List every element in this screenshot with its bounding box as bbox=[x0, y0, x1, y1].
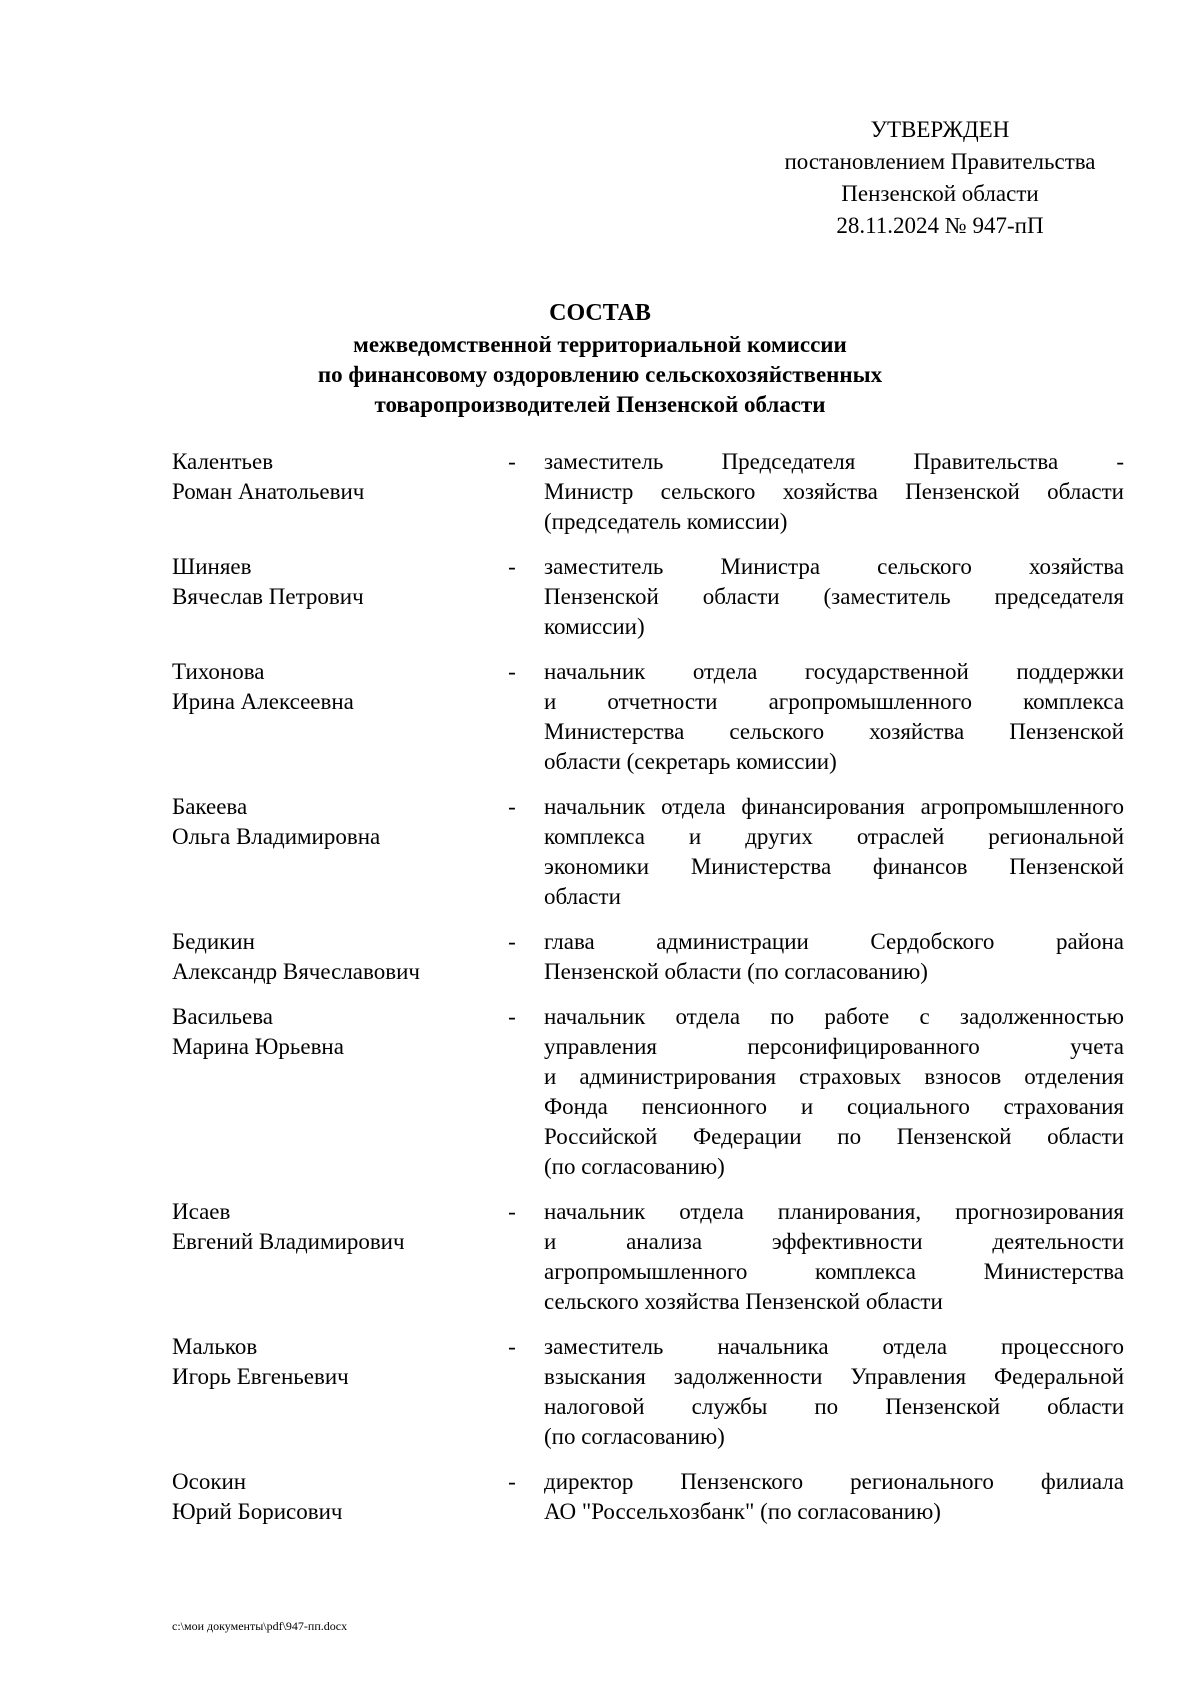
member-separator-dash: - bbox=[508, 794, 516, 819]
member-role-line: и администрирования страховых взносов отделения bbox=[544, 1064, 1124, 1089]
member-row bbox=[172, 792, 1124, 912]
title-line: товаропроизводителей Пензенской области bbox=[374, 392, 826, 417]
approval-date-number: 28.11.2024 № 947-пП bbox=[836, 213, 1044, 238]
member-row bbox=[172, 1332, 1124, 1452]
member-role-line: управления персонифицированного учета bbox=[544, 1034, 1124, 1059]
member-given-names: Александр Вячеславович bbox=[172, 959, 420, 984]
title-line: межведомственной территориальной комиссии bbox=[353, 332, 847, 357]
member-given-names: Игорь Евгеньевич bbox=[172, 1364, 349, 1389]
member-surname: Мальков bbox=[172, 1334, 258, 1359]
member-role-line: Пензенской области (заместитель председателя bbox=[544, 584, 1124, 609]
member-role-line: области bbox=[544, 884, 621, 909]
member-given-names: Ольга Владимировна bbox=[172, 824, 381, 849]
member-role bbox=[544, 657, 1124, 777]
member-role-line: Пензенской области (по согласованию) bbox=[544, 959, 928, 984]
member-separator-dash: - bbox=[508, 1334, 516, 1359]
member-row bbox=[172, 552, 1124, 642]
member-separator-dash: - bbox=[508, 929, 516, 954]
member-role-line: начальник отдела планирования, прогнозирования bbox=[544, 1199, 1124, 1224]
member-row bbox=[172, 927, 1124, 987]
member-name bbox=[172, 1332, 492, 1392]
member-role-line: начальник отдела государственной поддержки bbox=[544, 659, 1124, 684]
member-role-line: (по согласованию) bbox=[544, 1424, 725, 1449]
member-role-line: глава администрации Сердобского района bbox=[544, 929, 1124, 954]
member-role-line: заместитель начальника отдела процессного bbox=[544, 1334, 1124, 1359]
member-row bbox=[172, 1197, 1124, 1317]
member-surname: Исаев bbox=[172, 1199, 231, 1224]
member-role-line: начальник отдела по работе с задолженностью bbox=[544, 1004, 1124, 1029]
member-role-line: Фонда пенсионного и социального страхования bbox=[544, 1094, 1124, 1119]
member-separator-dash: - bbox=[508, 449, 516, 474]
member-role bbox=[544, 927, 1124, 987]
member-role bbox=[544, 447, 1124, 537]
member-role-line: директор Пензенского регионального филиала bbox=[544, 1469, 1124, 1494]
member-separator-dash: - bbox=[508, 554, 516, 579]
member-given-names: Юрий Борисович bbox=[172, 1499, 343, 1524]
approval-decree-line: постановлением Правительства bbox=[784, 149, 1096, 174]
member-role-line: Министерства сельского хозяйства Пензенской bbox=[544, 719, 1124, 744]
title-main: СОСТАВ bbox=[549, 300, 651, 326]
member-surname: Бедикин bbox=[172, 929, 255, 954]
member-surname: Тихонова bbox=[172, 659, 265, 684]
member-given-names: Роман Анатольевич bbox=[172, 479, 365, 504]
member-role bbox=[544, 552, 1124, 642]
member-separator-dash: - bbox=[508, 1469, 516, 1494]
member-name bbox=[172, 792, 492, 852]
member-role-line: области (секретарь комиссии) bbox=[544, 749, 837, 774]
member-surname: Калентьев bbox=[172, 449, 274, 474]
approval-region-line: Пензенской области bbox=[841, 181, 1039, 206]
member-separator-dash: - bbox=[508, 659, 516, 684]
member-given-names: Ирина Алексеевна bbox=[172, 689, 354, 714]
member-role bbox=[544, 1467, 1124, 1527]
member-surname: Бакеева bbox=[172, 794, 248, 819]
member-name bbox=[172, 447, 492, 507]
member-name bbox=[172, 1197, 492, 1257]
member-name bbox=[172, 1002, 492, 1062]
member-role bbox=[544, 792, 1124, 912]
member-role-line: Российской Федерации по Пензенской области bbox=[544, 1124, 1124, 1149]
member-surname: Осокин bbox=[172, 1469, 247, 1494]
member-row bbox=[172, 1467, 1124, 1527]
member-role-line: АО "Россельхозбанк" (по согласованию) bbox=[544, 1499, 941, 1524]
member-list bbox=[172, 447, 1124, 1527]
member-surname: Шиняев bbox=[172, 554, 252, 579]
member-role-line: (председатель комиссии) bbox=[544, 509, 788, 534]
member-role-line: и отчетности агропромышленного комплекса bbox=[544, 689, 1124, 714]
member-name bbox=[172, 1467, 492, 1527]
member-role-line: Министр сельского хозяйства Пензенской области bbox=[544, 479, 1124, 504]
member-row bbox=[172, 447, 1124, 537]
member-name bbox=[172, 552, 492, 612]
member-role-line: комплекса и других отраслей региональной bbox=[544, 824, 1124, 849]
member-role-line: налоговой службы по Пензенской области bbox=[544, 1394, 1124, 1419]
member-role-line: (по согласованию) bbox=[544, 1154, 725, 1179]
member-row bbox=[172, 657, 1124, 777]
member-name bbox=[172, 657, 492, 717]
member-role-line: взыскания задолженности Управления Федеральной bbox=[544, 1364, 1124, 1389]
member-surname: Васильева bbox=[172, 1004, 274, 1029]
title-line: по финансовому оздоровлению сельскохозяйственных bbox=[317, 362, 883, 387]
member-role-line: сельского хозяйства Пензенской области bbox=[544, 1289, 943, 1314]
member-role-line: и анализа эффективности деятельности bbox=[544, 1229, 1124, 1254]
member-name bbox=[172, 927, 492, 987]
member-role bbox=[544, 1197, 1124, 1317]
approval-heading: УТВЕРЖДЕН bbox=[870, 117, 1010, 142]
member-given-names: Евгений Владимирович bbox=[172, 1229, 405, 1254]
member-role bbox=[544, 1002, 1124, 1182]
member-role-line: заместитель Председателя Правительства - bbox=[544, 449, 1124, 474]
member-given-names: Вячеслав Петрович bbox=[172, 584, 364, 609]
member-role-line: экономики Министерства финансов Пензенской bbox=[544, 854, 1124, 879]
member-role-line: агропромышленного комплекса Министерства bbox=[544, 1259, 1124, 1284]
member-role-line: заместитель Министра сельского хозяйства bbox=[544, 554, 1124, 579]
member-given-names: Марина Юрьевна bbox=[172, 1034, 344, 1059]
footer-file-path: c:\мои документы\pdf\947-пп.docx bbox=[172, 1619, 348, 1633]
member-row bbox=[172, 1002, 1124, 1182]
document-title bbox=[0, 296, 1200, 420]
member-separator-dash: - bbox=[508, 1199, 516, 1224]
approval-stamp bbox=[730, 114, 1150, 242]
member-role bbox=[544, 1332, 1124, 1452]
member-role-line: комиссии) bbox=[544, 614, 645, 639]
member-role-line: начальник отдела финансирования агропромышленного bbox=[544, 794, 1124, 819]
member-separator-dash: - bbox=[508, 1004, 516, 1029]
